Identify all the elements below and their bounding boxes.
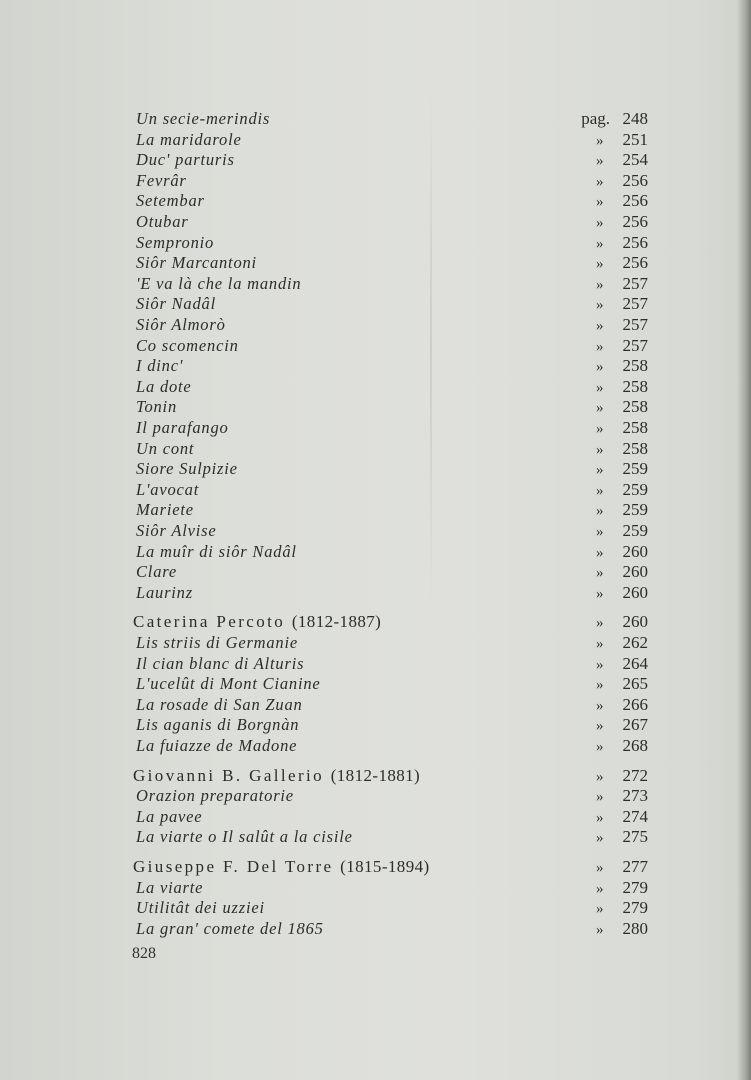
entry-title-text: Siôr Nadâl [136,294,216,314]
toc-row [136,375,648,397]
page-reference [596,807,648,827]
entry-title-text: La viarte o Il salût a la cisile [136,827,353,847]
entry-title [136,212,188,232]
page-reference [596,612,648,632]
entry-title [136,786,294,806]
toc-row [136,292,648,314]
page-number-ref: 256 [622,232,648,252]
entry-title-text: Mariete [136,500,194,520]
toc-row [136,189,648,211]
entry-title [136,294,216,314]
page-number-ref: 256 [622,212,648,231]
toc-row [136,693,648,715]
ditto-mark: » [596,615,604,632]
ditto-mark: » [596,901,604,918]
page-number-ref: 279 [622,877,648,897]
entry-title [136,233,214,253]
toc-row [136,334,648,356]
ditto-mark: » [596,441,604,458]
ditto-mark: » [596,359,604,376]
page-reference [596,294,648,314]
toc-row [136,169,648,191]
page-reference [596,562,648,582]
page-reference [596,356,648,376]
page-number-ref: 251 [622,129,648,149]
entry-title [136,356,183,376]
toc-author-row [133,610,648,632]
page-number-ref: 267 [622,715,648,735]
entry-title-text: Un cont [136,438,195,458]
page-number-ref: 259 [622,479,648,499]
entry-title [136,150,235,170]
page-number-ref: 277 [622,857,648,876]
entry-title [136,439,194,459]
page-number-ref: 274 [622,806,648,826]
ditto-mark: » [596,636,604,652]
ditto-mark: » [596,921,604,938]
entry-title-text: Otubar [136,212,189,231]
ditto-mark: » [596,585,604,602]
page-reference [596,736,648,756]
entry-title-text: Il parafango [136,418,229,437]
page-reference [596,898,648,918]
entry-title-text: Utilitât dei uzziei [136,898,265,918]
page-number-ref: 256 [622,253,648,273]
page-reference [596,695,648,715]
toc-row [136,631,648,653]
entry-title-text: Giovanni B. Gallerio [133,765,325,785]
entry-title [136,715,299,735]
entry-title-text: Setembar [136,191,205,211]
entry-title-text: Un secie-merindis [136,109,271,128]
entry-title [136,898,265,918]
ditto-mark: » [596,276,604,293]
page-reference [596,654,648,674]
toc-row [136,437,648,459]
entry-title [136,418,229,438]
entry-title [136,253,257,273]
author-years: (1812-1881) [330,765,421,785]
page-reference [596,827,648,847]
entry-title-text: L'avocat [136,479,200,499]
toc-row [136,457,648,479]
entry-title [136,480,199,500]
page-reference [596,191,648,211]
page-number-ref: 266 [622,694,648,714]
toc-row [136,713,648,735]
ditto-mark: » [596,462,604,479]
entry-title-text: Co scomencin [136,335,239,355]
entry-title-text: Sempronio [136,232,215,252]
ditto-mark: » [596,718,604,735]
ditto-mark: » [596,338,604,355]
ditto-mark: » [596,503,604,520]
ditto-mark: » [596,880,604,897]
ditto-mark: » [596,132,604,149]
page-reference [596,377,648,397]
page-reference [596,542,648,562]
entry-title-text: Giuseppe F. Del Torre [133,857,334,876]
toc-author-row [133,764,648,786]
entry-title [136,633,298,653]
entry-title-text: La rosade di San Zuan [136,694,303,714]
page-number-ref: 258 [622,418,648,437]
author-years: (1815-1894) [340,857,430,876]
entry-title [136,315,226,335]
toc-row [136,581,648,603]
page-reference [596,150,648,170]
page-reference [596,857,648,877]
entry-title-text: Lis striis di Germanie [136,633,298,652]
toc-row [136,652,648,674]
entry-title [136,562,177,582]
entry-title [136,377,192,397]
page-reference [596,480,648,500]
entry-title [136,674,321,694]
entry-title-text: Lis aganis di Borgnàn [136,715,300,735]
toc-row [136,416,648,438]
toc-row [136,148,648,170]
entry-title [136,397,177,417]
entry-title [136,521,216,541]
page-reference [596,336,648,356]
page-number-ref: 258 [622,376,648,396]
page-prefix: pag. [581,109,610,128]
page-reference [596,786,648,806]
page-reference [596,274,648,294]
page-number: 828 [132,945,156,962]
page-reference [596,418,648,438]
entry-title [136,274,301,294]
ditto-mark: » [596,739,604,755]
page-reference [596,500,648,520]
entry-title-text: La maridarole [136,129,242,149]
page-reference [596,633,648,653]
entry-title-text: La fuiazze de Madone [136,736,298,755]
toc-row [136,825,648,847]
entry-title-text: La gran' comete del 1865 [136,918,324,938]
entry-title [136,878,203,898]
toc-row [136,231,648,253]
ditto-mark: » [596,482,604,499]
toc-row [136,672,648,694]
entry-title [136,191,205,211]
entry-title [136,736,297,756]
entry-title [136,336,239,356]
entry-title-text: Fevrâr [136,170,187,190]
ditto-mark: » [596,860,604,876]
page-number-ref: 258 [622,356,648,376]
page-number-ref: 254 [622,150,648,170]
page-reference [596,130,648,150]
ditto-mark: » [596,544,604,561]
entry-title-text: La viarte [136,877,204,897]
ditto-mark: » [596,697,604,714]
author-name [133,612,381,632]
entry-title-text: Siôr Alvise [136,521,217,540]
ditto-mark: » [596,256,604,273]
entry-title [136,807,202,827]
page-number-ref: 262 [622,633,648,652]
ditto-mark: » [596,830,604,847]
page-number-ref: 258 [622,438,648,458]
toc-row [136,805,648,827]
toc-row [136,896,648,918]
toc-row [136,784,648,806]
ditto-mark: » [596,400,604,417]
entry-title-text: Caterina Percoto [133,612,286,632]
ditto-mark: » [596,565,604,582]
page-number-ref: 259 [622,521,648,540]
author-name [133,857,430,877]
ditto-mark: » [596,173,604,190]
page-reference [596,674,648,694]
toc-row [136,560,648,582]
page-reference [596,171,648,191]
page-number-ref: 248 [622,109,648,128]
entry-title [136,827,353,847]
page-number-ref: 272 [622,765,648,785]
page-reference [596,521,648,541]
entry-title [136,583,193,603]
ditto-mark: » [596,318,604,334]
ditto-mark: » [596,809,604,826]
toc-row [136,107,648,129]
entry-title-text: Laurinz [136,582,193,602]
ditto-mark: » [596,215,604,231]
page-number-ref: 268 [622,736,648,755]
page-reference [596,919,648,939]
ditto-mark: » [596,789,604,806]
toc-row [136,876,648,898]
page-number-ref: 260 [622,612,648,632]
page-number-ref: 256 [622,170,648,190]
page-number-ref: 259 [622,500,648,520]
toc-row [136,210,648,232]
page-number-ref: 258 [622,397,648,417]
entry-title-text: Siôr Almorò [136,315,226,334]
entry-title-text: Siore Sulpizie [136,459,238,479]
page-reference [596,878,648,898]
entry-title [136,109,270,129]
page-number-ref: 256 [622,191,648,211]
toc-row [136,395,648,417]
entry-title-text: Clare [136,562,177,582]
toc-row [136,128,648,150]
entry-title [136,500,194,520]
entry-title [136,695,303,715]
page-number-ref: 257 [622,315,648,334]
author-years: (1812-1887) [291,612,382,632]
page-reference [596,715,648,735]
entry-title-text: Orazion preparatorie [136,786,294,806]
ditto-mark: » [596,677,604,694]
ditto-mark: » [596,153,604,170]
page-number-ref: 260 [622,541,648,561]
entry-title-text: L'ucelût di Mont Cianine [136,674,321,694]
entry-title [136,654,304,674]
entry-title [136,459,238,479]
entry-title [136,919,324,939]
entry-title-text: La dote [136,376,192,396]
toc-row [136,734,648,756]
entry-title-text: Siôr Marcantoni [136,253,257,273]
entry-title [136,542,297,562]
entry-title-text: 'E va là che la mandin [136,273,302,293]
toc-row [136,519,648,541]
page-reference [596,397,648,417]
page-number-ref: 273 [622,786,648,806]
page-number-ref: 279 [622,898,648,918]
ditto-mark: » [596,656,604,673]
toc-row [136,272,648,294]
toc-row [136,540,648,562]
ditto-mark: » [596,768,604,785]
entry-title-text: I dinc' [136,356,184,376]
page-reference [596,253,648,273]
page-reference [596,315,648,335]
page-number-ref: 280 [622,918,648,938]
ditto-mark: » [596,297,604,314]
page-number-ref: 265 [622,674,648,694]
toc-row [136,498,648,520]
ditto-mark: » [596,235,604,252]
toc-row [136,313,648,335]
toc-author-row [133,855,648,877]
toc-row [136,354,648,376]
toc-row [136,917,648,939]
page-number-ref: 275 [622,827,648,847]
ditto-mark: » [596,194,604,211]
page-number-ref: 259 [622,459,648,479]
page-number-ref: 264 [622,653,648,673]
ditto-mark: » [596,524,604,540]
ditto-mark: » [596,421,604,437]
entry-title-text: La muîr di siôr Nadâl [136,541,297,561]
page-number-ref: 257 [622,273,648,293]
author-name [133,766,420,786]
page-reference [596,583,648,603]
ditto-mark: » [596,379,604,396]
page-reference [596,233,648,253]
entry-title-text: Tonin [136,397,177,417]
entry-title [136,130,242,150]
entry-title-text: Il cian blanc di Alturis [136,653,305,673]
page-reference [596,459,648,479]
page-number-ref: 260 [622,562,648,582]
page-reference [596,766,648,786]
page-number-ref: 257 [622,335,648,355]
page-reference [581,109,648,129]
toc-row [136,251,648,273]
page-reference [596,439,648,459]
page-number-ref: 260 [622,582,648,602]
entry-title-text: La pavee [136,806,203,826]
entry-title-text: Duc' parturis [136,150,235,170]
entry-title [136,171,187,191]
page-reference [596,212,648,232]
page-number-ref: 257 [622,294,648,314]
toc-row [136,478,648,500]
